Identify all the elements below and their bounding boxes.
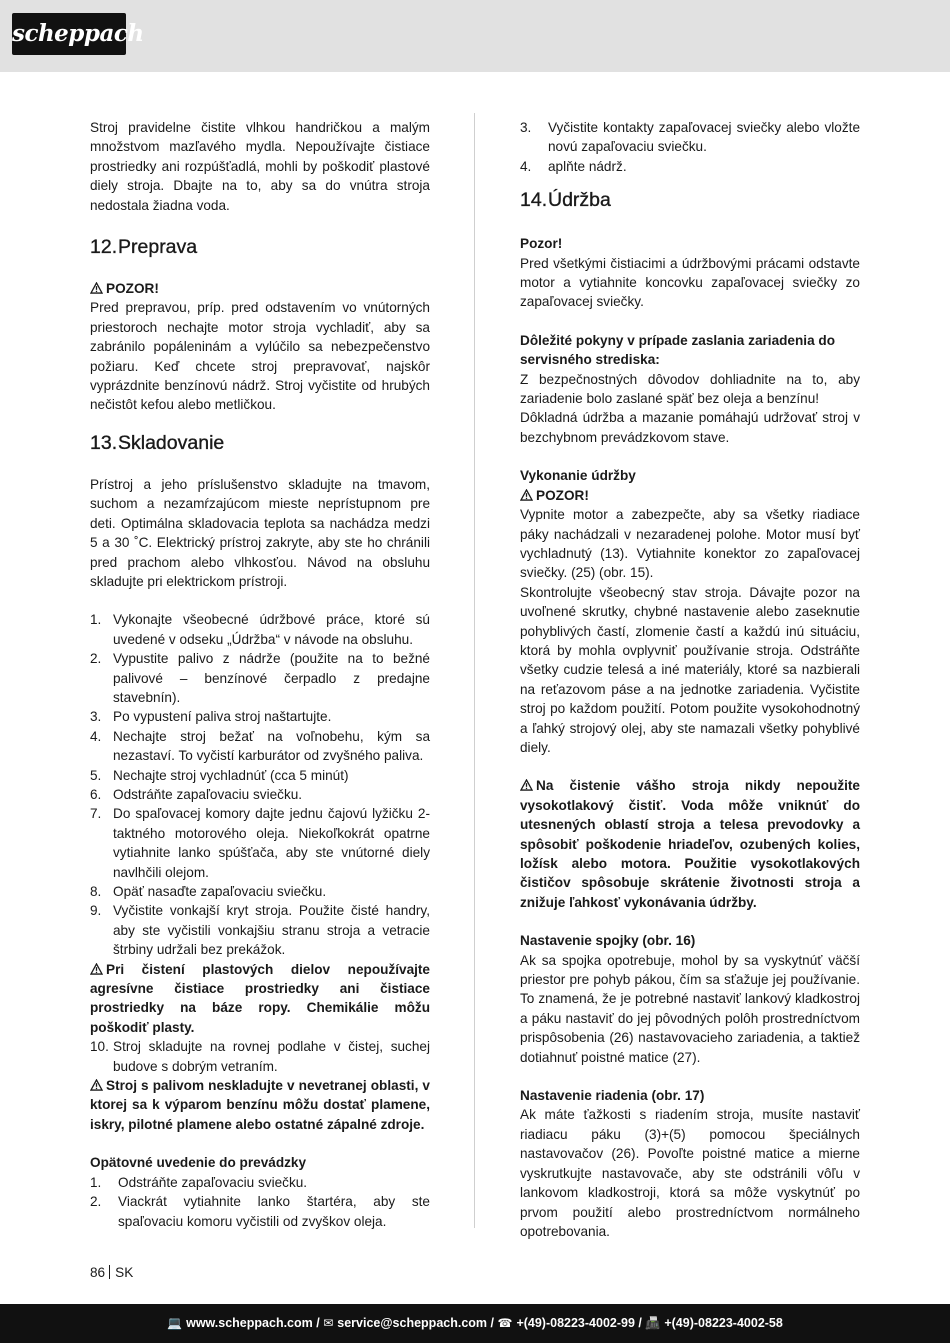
- section-heading-storage: 13.Skladovanie: [90, 431, 225, 454]
- storage-steps-list: [90, 610, 430, 959]
- page-number: 86 SK: [90, 1265, 134, 1280]
- computer-icon: 💻: [167, 1316, 183, 1330]
- steering-text: Ak máte ťažkosti s riadením stroja, musíte nastaviť riadiacu páku (3)+(5) pomocou špeciálnych nastavovačov (26). Povoľte poistné matice a mierne vyskrutkujte nastavovače, aby ste odstránili vôľu v lankovom kladkostroji, ktorá sa môže vyskytnúť po prvom použití alebo prostredníctvom normálneho opotrebovania.: [520, 1107, 860, 1239]
- list-item: 4. Nechajte stroj bežať na voľnobehu, kým sa nezastaví. To vyčistí karburátor od zvyšného paliva.: [90, 728, 430, 764]
- storage-step-10: [90, 1037, 430, 1076]
- list-item: 6. Odstráňte zapaľovaciu sviečku.: [90, 786, 303, 802]
- clutch-heading: Nastavenie spojky (obr. 16): [520, 933, 696, 949]
- column-divider: [474, 113, 475, 1228]
- list-item: 2. Viackrát vytiahnite lanko štartéra, aby ste spaľovaciu komoru vyčistili od zvyškov oleja.: [90, 1194, 430, 1229]
- warning-icon: [90, 282, 103, 294]
- steering-heading: Nastavenie riadenia (obr. 17): [520, 1088, 705, 1104]
- warning-icon: [520, 779, 533, 791]
- pressure-washer-warning: Na čistenie vášho stroja nikdy nepoužite vysokotlakový čistiť. Voda môže vniknúť do utesnených oblastí stroja a telesa prevodovky a spôsobiť poškodenie hriadeľov, ozubených kolies, ložísk alebo motora. Použitie vysokotlakových čističov spôsobuje skrátenie životnosti stroja a znižuje ľahkosť vykonávania údržby.: [520, 778, 860, 910]
- warning-icon: [90, 1079, 103, 1091]
- list-item: 10. Stroj skladujte na rovnej podlahe v čistej, suchej budove s dobrým vetraním.: [90, 1039, 430, 1074]
- clutch-text: Ak sa spojka opotrebuje, mohol by sa vyskytnúť väčší priestor pre pohyb pákou, čím sa sťažuje jej používanie. To znamená, že je potrebné nastaviť lankový kladkostroj a páku nastaviť do jej pôvodných polôh prostredníctvom prispôsobenia (26) nastavovacieho zariadenia, a taktiež dotiahnuť poistné matice (27).: [520, 952, 860, 1065]
- perform-warning-label: POZOR!: [520, 486, 860, 505]
- list-item: 1. Odstráňte zapaľovaciu sviečku.: [90, 1174, 308, 1190]
- fax-icon: 📠: [645, 1316, 661, 1330]
- list-item: 3. Vyčistite kontakty zapaľovacej sviečky alebo vložte novú zapaľovaciu sviečku.: [520, 120, 860, 155]
- perform-text-2: Skontrolujte všeobecný stav stroja. Dávajte pozor na uvoľnené skrutky, chybné nastavenie alebo zaseknutie pohyblivých častí, zlomenie častí a každú inú situáciu, ktorá by mohla ovplyvniť používanie stroja. Odstráňte všetky cudzie telesá a iné materiály, ktoré sa nazbierali na reťazovom páse a na jednotke zariadenia. Vyčistite stroj po každom použití. Potom použite vysokohodnotný a ľahký strojový olej, aby ste namazali všetky pohyblivé diely.: [520, 584, 860, 755]
- storage-intro: Prístroj a jeho príslušenstvo skladujte na tmavom, suchom a nezamŕzajúcom mieste neprístupnom pre deti. Optimálna skladovacia teplota sa nachádza medzi 5 a 30 ˚C. Elektrický prístroj zakryte, aby ste ho chránili pred prachom alebo vlhkosťou. Návod na obsluhu skladujte pri elektrickom prístroji.: [90, 476, 430, 589]
- warning-icon: [90, 963, 103, 975]
- list-item: 8. Opäť nasaďte zapaľovaciu sviečku.: [90, 884, 327, 899]
- phone-icon: ☎: [497, 1316, 513, 1330]
- transport-warning-label: POZOR!: [90, 279, 430, 298]
- right-column: [520, 118, 860, 1241]
- list-item: 1. Vykonajte všeobecné údržbové práce, ktoré sú uvedené v odseku „Údržba“ v návode na obsluhu.: [90, 612, 430, 647]
- fuel-storage-warning: Stroj s palivom neskladujte v nevetranej oblasti, v ktorej sa k výparom benzínu môžu dostať plamene, iskry, pilotné plamene alebo ostatné zápalné zdroje.: [90, 1078, 430, 1132]
- email-link[interactable]: service@scheppach.com: [337, 1316, 488, 1330]
- service-text-2: Dôkladná údržba a mazanie pomáhajú udržovať stroj v bezchybnom prevádzkovom stave.: [520, 410, 860, 445]
- phone-number: +(49)-08223-4002-99: [516, 1316, 635, 1330]
- plastics-warning: Pri čistení plastových dielov nepoužívajte agresívne čistiace prostriedky ani čistiace prostriedky na báze ropy. Chemikálie môžu poškodiť plasty.: [90, 961, 430, 1035]
- list-item: 4. aplňte nádrž.: [520, 158, 627, 174]
- list-item: 3. Po vypustení paliva stroj naštartujte.: [90, 709, 332, 725]
- page-header: [0, 0, 950, 72]
- mail-icon: ✉: [323, 1316, 334, 1330]
- section-heading-maintenance: 14.Údržba: [520, 189, 611, 212]
- section-heading-transport: 12.Preprava: [90, 236, 198, 259]
- perform-heading: Vykonanie údržby: [520, 468, 636, 484]
- list-item: 7. Do spaľovacej komory dajte jednu čajovú lyžičku 2-taktného motorového oleja. Niekoľkokrát opatrne vytiahnite lanko spúšťača, aby ste vnútorné diely navlhčili olejom.: [90, 806, 430, 880]
- list-item: 9. Vyčistite vonkajší kryt stroja. Použite čisté handry, aby ste vyčistili vonkajšiu stranu stroja a vetracie štrbiny udržali bez prekážok.: [90, 903, 430, 958]
- warning-icon: [520, 489, 533, 501]
- fax-number: +(49)-08223-4002-58: [664, 1316, 783, 1330]
- list-item: 5. Nechajte stroj vychladnúť (cca 5 minút): [90, 767, 349, 783]
- list-item: 2. Vypustite palivo z nádrže (použite na to bežné palivové – benzínové čerpadlo z predajne stavebnín).: [90, 651, 430, 705]
- caution-label: Pozor!: [520, 236, 563, 252]
- service-text-1: Z bezpečnostných dôvodov dohliadnite na to, aby zariadenie bolo zaslané späť bez oleja a benzínu!: [520, 371, 860, 407]
- restart-steps-list: [90, 1173, 430, 1231]
- cleaning-intro: Stroj pravidelne čistite vlhkou handričkou a malým množstvom mazľavého mydla. Nepoužívajte čistiace prostriedky ani rozpúšťadlá, mohli by poškodiť plastové diely stroja. Dbajte na to, aby sa do vnútra stroja nedostala žiadna voda.: [90, 120, 430, 213]
- website-link[interactable]: www.scheppach.com: [186, 1316, 313, 1330]
- restart-heading: Opätovné uvedenie do prevádzky: [90, 1155, 307, 1171]
- brand-logo: scheppach: [12, 13, 126, 55]
- language-code: SK: [115, 1265, 134, 1280]
- perform-text-1: Vypnite motor a zabezpečte, aby sa všetky riadiace páky nachádzali v nezaradenej polohe. Motor musí byť vychladnutý (13). Vytiahnite konektor zo zapaľovacej sviečky. (25) (obr. 15).: [520, 507, 860, 581]
- page-footer: 💻 www.scheppach.com / ✉ service@scheppach.com / ☎ +(49)-08223-4002-99 / 📠 +(49)-08223-4002-58: [0, 1304, 950, 1343]
- service-heading: Dôležité pokyny v prípade zaslania zariadenia do servisného strediska:: [520, 332, 836, 368]
- caution-text: Pred všetkými čistiacimi a údržbovými prácami odstavte motor a vytiahnite koncovku zapaľovacej sviečky zo zapaľovacej sviečky.: [520, 255, 860, 310]
- restart-steps-continued: [520, 118, 860, 176]
- transport-text: Pred prepravou, príp. pred odstavením vo vnútorných priestoroch nechajte motor stroja vychladiť, aby sa zabránilo popáleninám a vylúčilo sa nebezpečenstvo požiaru. Keď chcete stroj prepravovať, najskôr vyprázdnite benzínovú nádrž. Stroj vyčistite od hrubých nečistôt kefou alebo metličkou.: [90, 300, 430, 413]
- left-column: [90, 118, 430, 1231]
